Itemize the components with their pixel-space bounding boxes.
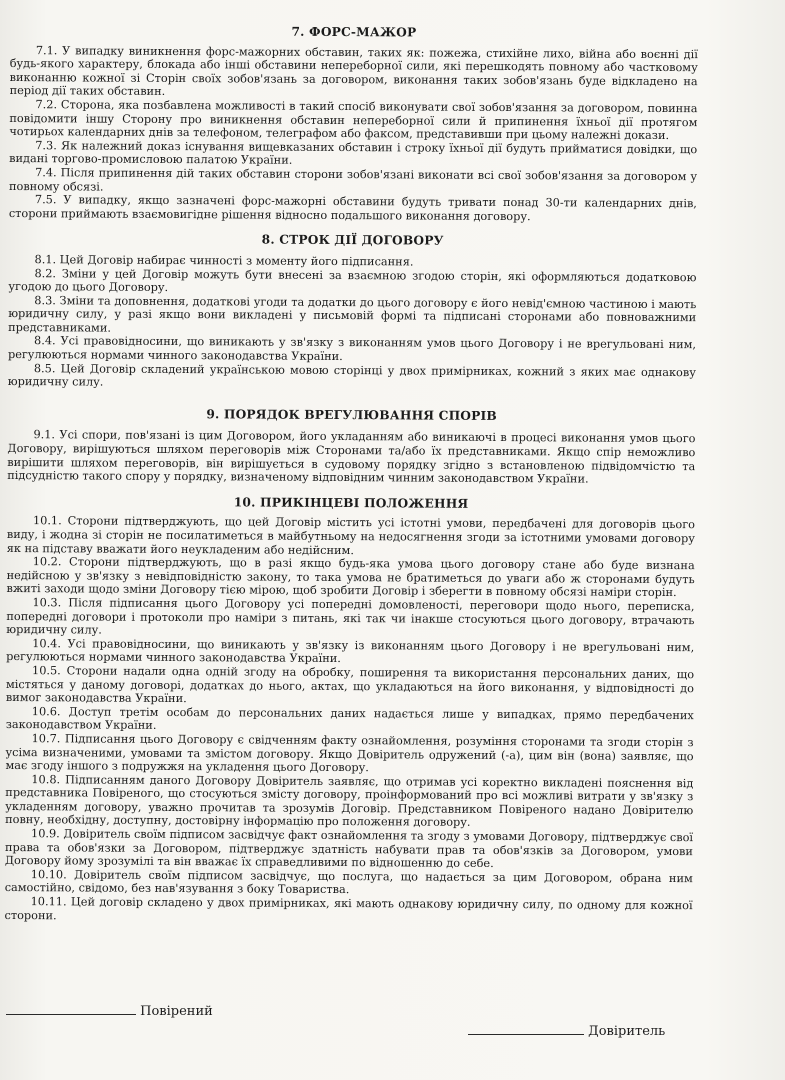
signature-line [468,1034,584,1035]
clause-10-11: 10.11. Цей договір складено у двох примірниках, які мають однакову юридичну силу, по одному для кожної сторони. [4,895,693,922]
clause-8-3: 8.3. Зміни та доповнення, додаткові угоди та додатки до цього договору є його невід'ємною частиною і мають юридичну силу, у разі якщо вони викладені у письмовій формі та підписані сторонами або повноважними представниками. [8,293,697,335]
clause-7-3: 7.3. Як належний доказ існування вищевказаних обставин і строку їхньої дії будуть прийматися довідки, що видані торгово-промисловою палатою України. [9,138,698,168]
clause-10-4: 10.4. Усі правовідносини, що виникають у зв'язку із виконанням цього Договору і не врегульовані ним, регулюються нормами чинного законодавства України. [6,636,695,666]
clause-7-4: 7.4. Після припинення дій таких обставин сторони зобов'язані виконати всі свої зобов'язання за договором у повному обсязі. [8,166,698,194]
section-title: 9. ПОРЯДОК ВРЕГУЛЮВАННЯ СПОРІВ [206,407,497,423]
clause-7-2: 7.2. Сторона, яка позбавлена можливості в такий спосіб виконувати свої зобов'язання за договором, повинна повідомити іншу Сторону про виникнення обставин непереборної сили й припинення їхньої дії протягом чотирьох календарних днів за телефоном, телеграфом або факсом, представивши при цьому належні докази. [9,98,698,143]
section-title: 8. СТРОК ДІЇ ДОГОВОРУ [261,232,444,248]
clause-10-1: 10.1. Сторони підтверджують, що цей Договір містить усі істотні умови, передбачені для договорів цього виду, і жодна зі сторін не посилатиметься в майбутньому на недосягнення згоди за істотними умовами договору як на підставу вважати його неукладеним або недійсним. [6,514,695,557]
signature-block-right [468,1024,665,1039]
signature-label-left: Повірений [140,1004,213,1019]
clause-10-3: 10.3. Після підписання цього Договору усі попередні домовленості, переговори щодо нього, переписка, попередні договори і протоколи про наміри з питань, які так чи інакше стосуються цього договору, втрачають юридичну силу. [6,596,695,637]
clause-10-2: 10.2. Сторони підтверджують, що в разі якщо будь-яка умова цього договору стане або буде визнана недійсною у зв'язку з невідповідністю закону, то така умова не братиметься до уваги або ж сторонами будуть вжиті заходи щодо зміни Договору тією мірою, щоб зробити Договір і зберегти в повному обсязі наміри сторін. [6,555,695,600]
section-title: 10. ПРИКІНЦЕВІ ПОЛОЖЕННЯ [233,495,469,511]
clause-9-1: 9.1. Усі спори, пов'язані із цим Договором, його укладанням або виникаючі в процесі виконання умов цього Договору, вирішуються шляхом переговорів між Сторонами та/або їх представниками. Якщо спір неможливо вирішити шляхом переговорів, він вирішується в судовому порядку згідно з встановленою підвідомчістю та підсудністю такого спору у порядку, визначеному відповідним чинним законодавством України. [7,428,696,486]
section-disputes [7,407,695,487]
clause-10-9: 10.9. Довіритель своїм підписом засвідчує факт ознайомлення та згоду з умовами Договору, підтверджує свої права та обов'язки за Договором, підтверджує здатність набувати прав та обов'язків за Договором, умови Договору йому зрозумілі та він вважає їх справедливими по відношенню до себе. [4,827,694,871]
section-term [8,232,697,393]
clause-10-7: 10.7. Підписання цього Договору є свідченням факту ознайомлення, розуміння сторонами та згоди сторін з усіма визначеними, умовами та змістом договору. Якщо Довіритель одружений (-а), цим він (вона) заявляє, що має згоду іншого з подружжя на укладення цього Договору. [5,732,694,775]
clause-10-5: 10.5. Сторони надали одна одній згоду на обробку, поширення та використання персональних даних, що містяться у даному договорі, додатках до нього, актах, що укладаються на його виконання, у відповідності до вимог законодавства України. [5,664,695,706]
clause-10-10: 10.10. Довіритель своїм підписом засвідчує, що послуга, що надається за цим Договором, обрана ним самостійно, свідомо, без нав'язування з боку Товариства. [4,867,693,897]
section-title: 7. ФОРС-МАЖОР [291,24,417,40]
clause-10-6: 10.6. Доступ третім особам до персональних даних надається лише у випадках, прямо передбачених законодавством України. [5,704,694,733]
signature-block-left [6,1004,213,1019]
clause-8-2: 8.2. Зміни у цей Договір можуть бути внесені за взаємною згодою сторін, які оформляються додатковою угодою до цього Договору. [8,266,697,295]
section-final [5,495,696,927]
clause-8-5: 8.5. Цей Договір складений українською мовою сторінці у двох примірниках, кожний з яких має однакову юридичну силу. [7,361,696,389]
clause-7-1: 7.1. У випадку виникнення форс-мажорних обставин, таких як: пожежа, стихійне лихо, війна або воєнні дії будь-якого характеру, блокада або інші обставини непереборної сили, які перешкодять повному або частковому виконанню кожної зі Сторін своїх зобов'язань за договором, виконання таких зобов'язань буде відкладено на період дії таких обставин. [9,43,698,99]
clause-10-8: 10.8. Підписанням даного Договору Довіритель заявляє, що отримав усі коректно викладені пояснення від представника Повіреного, що стосуються змісту договору, проінформований про всі можливі витрати у зв'язку з укладенням договору, уважно прочитав та зрозумів Договір. Представником Повіреного надано Довірителю повну, необхідну, доступну, достовірну інформацію про положення договору. [5,772,694,830]
clause-8-1: 8.1. Цей Договір набирає чинності з моменту його підписання. [34,253,414,269]
section-force-majeure [9,24,698,225]
signature-line [6,1014,136,1015]
signature-label-right: Довіритель [588,1024,666,1039]
clause-8-4: 8.4. Усі правовідносини, що виникають у зв'язку з виконанням умов цього Договору і не врегульовані ним, регулюються нормами чинного законодавства України. [7,334,697,364]
document-body [5,24,698,926]
clause-7-5: 7.5. У випадку, якщо зазначені форс-мажорні обставини будуть тривати понад 30-ти календарних днів, сторони приймають взаємовигідне рішення відносно подальшого виконання договору. [8,193,697,223]
